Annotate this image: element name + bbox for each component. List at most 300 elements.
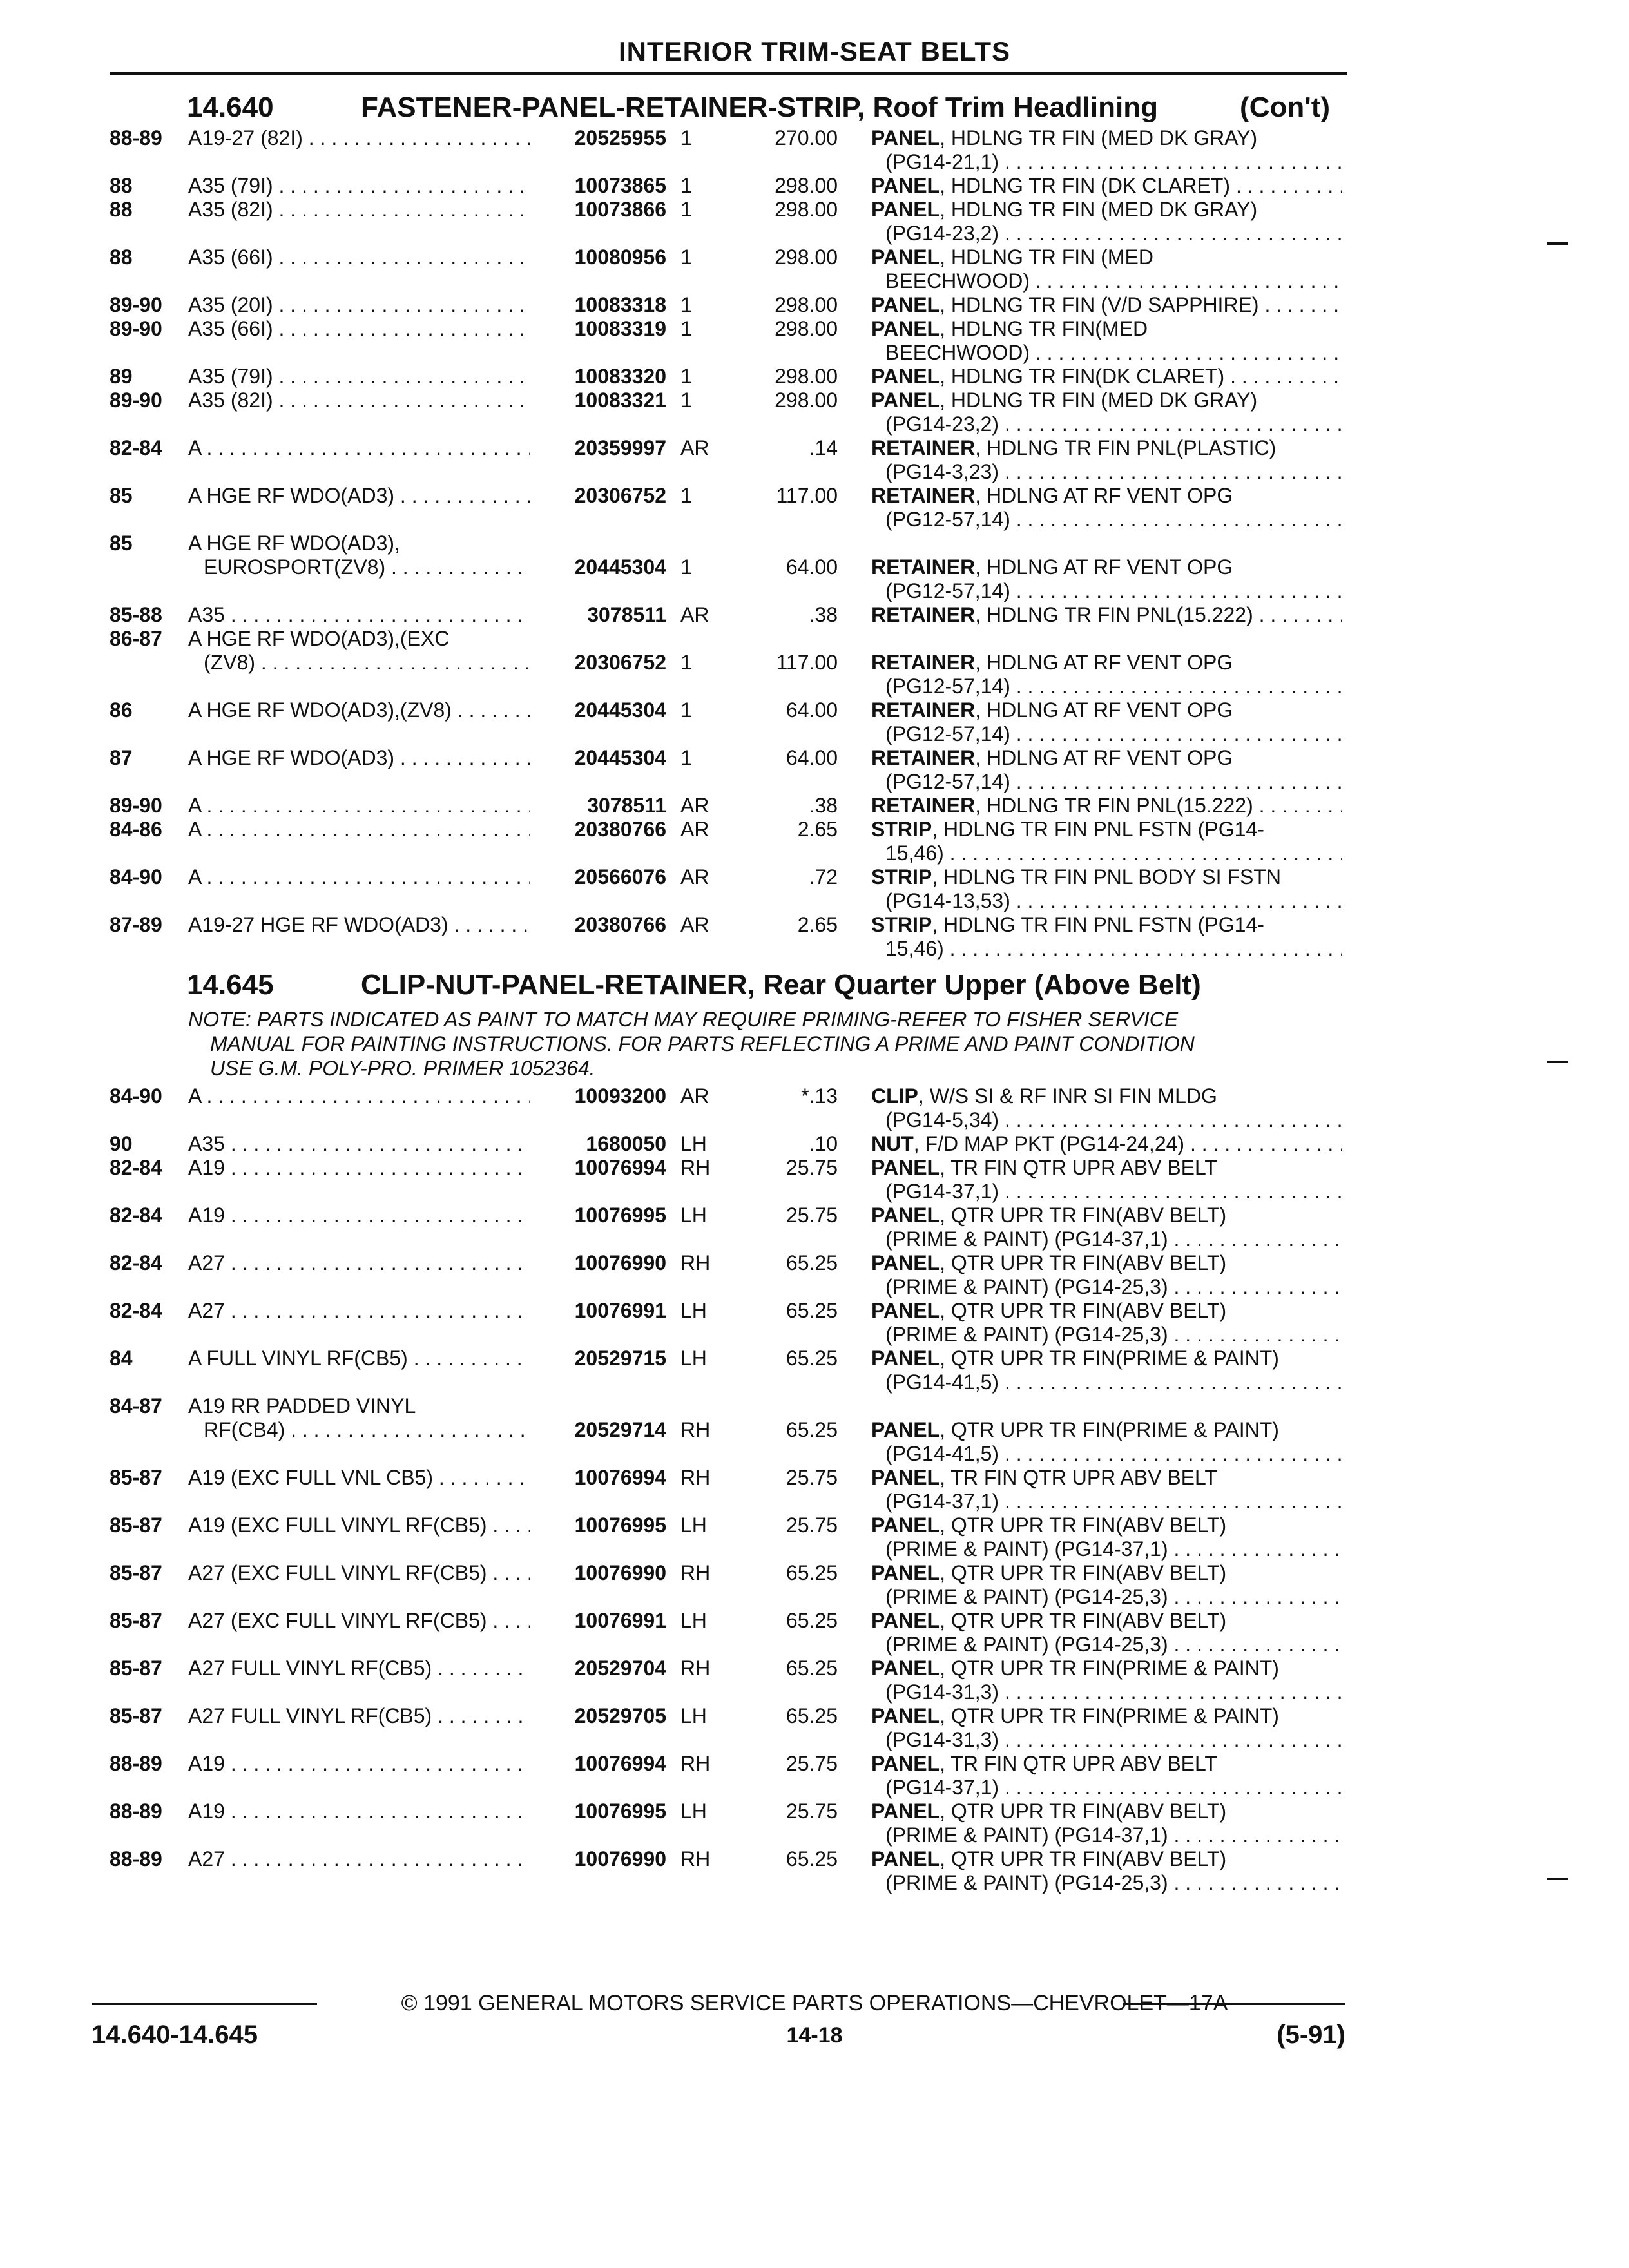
part-number: 20445304 <box>574 698 666 722</box>
model-application <box>188 746 530 770</box>
part-description <box>871 627 1342 698</box>
part-description <box>871 1466 1342 1514</box>
part-description <box>871 865 1342 913</box>
model-year: 89-90 <box>110 317 162 340</box>
description-noun: NUT <box>871 1132 914 1155</box>
model-year: 86-87 <box>110 627 162 650</box>
description-line: PANEL, HDLNG TR FIN (MED DK GRAY) <box>871 126 1258 149</box>
part-description <box>871 818 1342 865</box>
description-line: BEECHWOOD) . . . <box>871 341 1342 365</box>
description-noun: STRIP <box>871 913 932 936</box>
price: 65.25 <box>786 1347 838 1370</box>
model-year: 88-89 <box>110 1800 162 1823</box>
part-number: 10076990 <box>574 1251 666 1274</box>
model-year: 82-84 <box>110 436 162 459</box>
model-line: A35 (66I) . . . <box>188 245 530 269</box>
price: 270.00 <box>775 126 838 149</box>
quantity: 1 <box>680 365 692 388</box>
table-row <box>0 126 1629 174</box>
description-line: (PG12-57,14) . . . <box>871 675 1342 698</box>
model-line: A19 (EXC FULL VNL CB5) . . . <box>188 1466 530 1490</box>
part-number: 3078511 <box>587 794 666 817</box>
model-application <box>188 913 530 937</box>
part-number: 10076991 <box>574 1609 666 1632</box>
price: .38 <box>809 794 838 817</box>
part-description <box>871 794 1342 818</box>
page-title: INTERIOR TRIM-SEAT BELTS <box>618 36 1011 66</box>
table-row <box>0 198 1629 245</box>
price: 25.75 <box>786 1800 838 1823</box>
description-line: (PG14-31,3) . . . <box>871 1728 1342 1752</box>
description-line: PANEL, QTR UPR TR FIN(PRIME & PAINT) <box>871 1347 1279 1370</box>
part-description <box>871 1609 1342 1657</box>
model-year: 87-89 <box>110 913 162 936</box>
model-line: A27 FULL VINYL RF(CB5) . . . <box>188 1704 530 1728</box>
section-continued: (Con't) <box>1240 91 1330 123</box>
table-row <box>0 365 1629 389</box>
description-noun: RETAINER <box>871 746 976 769</box>
table-row <box>0 603 1629 627</box>
model-line: A HGE RF WDO(AD3),(ZV8) . . . <box>188 698 530 722</box>
model-line: A FULL VINYL RF(CB5) . . . <box>188 1347 530 1370</box>
table-row <box>0 1561 1629 1609</box>
model-application <box>188 1394 530 1442</box>
part-description <box>871 1204 1342 1251</box>
description-line: PANEL, HDLNG TR FIN (DK CLARET) . . . <box>871 174 1342 198</box>
quantity: AR <box>680 818 709 841</box>
part-number: 20359997 <box>574 436 666 459</box>
description-noun: RETAINER <box>871 603 976 626</box>
price: .72 <box>809 865 838 889</box>
model-year: 85-87 <box>110 1466 162 1489</box>
note-line: USE G.M. POLY-PRO. PRIMER 1052364. <box>210 1057 595 1080</box>
table-row <box>0 389 1629 436</box>
description-line: PANEL, TR FIN QTR UPR ABV BELT <box>871 1466 1217 1489</box>
model-application <box>188 1156 530 1180</box>
note-line: NOTE: PARTS INDICATED AS PAINT TO MATCH MAY REQUIRE PRIMING-REFER TO FISHER SERVICE <box>188 1008 1179 1031</box>
description-line: RETAINER, HDLNG TR FIN PNL(PLASTIC) <box>871 436 1277 459</box>
description-line: (PG14-31,3) . . . <box>871 1680 1342 1704</box>
part-number: 10076991 <box>574 1299 666 1322</box>
part-description <box>871 1347 1342 1394</box>
description-line: (PG14-41,5) . . . <box>871 1442 1342 1466</box>
quantity: RH <box>680 1418 711 1441</box>
quantity: LH <box>680 1299 707 1322</box>
description-noun: RETAINER <box>871 651 976 674</box>
part-number: 10093200 <box>574 1084 666 1108</box>
price: 65.25 <box>786 1418 838 1441</box>
description-line: PANEL, TR FIN QTR UPR ABV BELT <box>871 1752 1217 1775</box>
part-description <box>871 1132 1342 1156</box>
price: 2.65 <box>797 818 838 841</box>
price: 298.00 <box>775 389 838 412</box>
description-line: PANEL, QTR UPR TR FIN(ABV BELT) <box>871 1251 1227 1274</box>
table-row <box>0 1847 1629 1895</box>
quantity: 1 <box>680 389 692 412</box>
quantity: LH <box>680 1204 707 1227</box>
model-year: 84-87 <box>110 1394 162 1418</box>
description-noun: PANEL <box>871 317 940 340</box>
model-year: 85-87 <box>110 1561 162 1584</box>
part-number: 20529715 <box>574 1347 666 1370</box>
model-year: 84-90 <box>110 1084 162 1108</box>
description-line: PANEL, QTR UPR TR FIN(ABV BELT) <box>871 1847 1227 1870</box>
model-year: 88-89 <box>110 126 162 149</box>
description-line: PANEL, HDLNG TR FIN (MED DK GRAY) <box>871 389 1258 412</box>
part-description <box>871 1657 1342 1704</box>
description-noun: PANEL <box>871 174 940 197</box>
section-number: 14.645 <box>187 969 274 1001</box>
section-heading-14640 <box>187 91 1353 124</box>
model-application <box>188 818 530 841</box>
quantity: AR <box>680 913 709 936</box>
part-number: 10076994 <box>574 1156 666 1179</box>
part-description <box>871 365 1342 389</box>
description-noun: PANEL <box>871 1251 940 1274</box>
model-line: A27 . . . <box>188 1299 530 1323</box>
model-application <box>188 1561 530 1585</box>
price: 25.75 <box>786 1156 838 1179</box>
description-line <box>871 1394 1342 1418</box>
quantity: RH <box>680 1156 711 1179</box>
price: 298.00 <box>775 245 838 269</box>
model-line: A27 . . . <box>188 1251 530 1275</box>
quantity: RH <box>680 1561 711 1584</box>
description-noun: RETAINER <box>871 698 976 722</box>
description-line: PANEL, HDLNG TR FIN(DK CLARET) . . . <box>871 365 1342 389</box>
description-line: PANEL, QTR UPR TR FIN(ABV BELT) <box>871 1800 1227 1823</box>
model-line: A35 (66I) . . . <box>188 317 530 341</box>
part-description <box>871 1704 1342 1752</box>
part-number: 20445304 <box>574 746 666 769</box>
part-description <box>871 317 1342 365</box>
quantity: AR <box>680 1084 709 1108</box>
price: *.13 <box>801 1084 838 1108</box>
part-description <box>871 1514 1342 1561</box>
description-line: (PRIME & PAINT) (PG14-25,3) . . . <box>871 1323 1342 1347</box>
model-line: A . . . <box>188 865 530 889</box>
quantity: 1 <box>680 174 692 197</box>
description-line: (PG14-23,2) . . . <box>871 222 1342 245</box>
description-noun: PANEL <box>871 1418 940 1441</box>
part-number: 20529704 <box>574 1657 666 1680</box>
model-line: A27 . . . <box>188 1847 530 1871</box>
description-line: (PG14-23,2) . . . <box>871 412 1342 436</box>
model-application <box>188 603 530 627</box>
price: 65.25 <box>786 1299 838 1322</box>
description-noun: PANEL <box>871 1704 940 1727</box>
description-line: PANEL, QTR UPR TR FIN(ABV BELT) <box>871 1514 1227 1537</box>
price: 25.75 <box>786 1466 838 1489</box>
section-title: CLIP-NUT-PANEL-RETAINER, Rear Quarter Upper (Above Belt) <box>361 969 1201 1001</box>
description-line: (PG14-37,1) . . . <box>871 1490 1342 1514</box>
model-application <box>188 1084 530 1108</box>
model-line: A HGE RF WDO(AD3), <box>188 532 400 555</box>
price: 25.75 <box>786 1204 838 1227</box>
quantity: 1 <box>680 198 692 221</box>
model-year: 88 <box>110 245 133 269</box>
part-number: 10076994 <box>574 1752 666 1775</box>
part-description <box>871 1251 1342 1299</box>
description-noun: PANEL <box>871 1347 940 1370</box>
description-line: PANEL, HDLNG TR FIN(MED <box>871 317 1148 340</box>
part-description <box>871 1299 1342 1347</box>
model-line: A19 . . . <box>188 1752 530 1776</box>
model-line: A HGE RF WDO(AD3) . . . <box>188 746 530 770</box>
description-line: NUT, F/D MAP PKT (PG14-24,24) . . . <box>871 1132 1342 1156</box>
table-row <box>0 698 1629 746</box>
part-description <box>871 1561 1342 1609</box>
quantity: RH <box>680 1847 711 1870</box>
part-description <box>871 245 1342 293</box>
model-application <box>188 1251 530 1275</box>
part-number: 1680050 <box>586 1132 666 1155</box>
part-number: 10080956 <box>574 245 666 269</box>
price: 65.25 <box>786 1657 838 1680</box>
description-line: PANEL, QTR UPR TR FIN(PRIME & PAINT) <box>871 1657 1279 1680</box>
model-application <box>188 1204 530 1227</box>
description-line: PANEL, QTR UPR TR FIN(PRIME & PAINT) <box>871 1704 1279 1727</box>
price: .38 <box>809 603 838 626</box>
model-year: 85-87 <box>110 1514 162 1537</box>
price: 65.25 <box>786 1704 838 1727</box>
model-application <box>188 317 530 341</box>
description-line <box>871 627 1342 651</box>
table-row <box>0 746 1629 794</box>
part-number: 10076990 <box>574 1847 666 1870</box>
part-number: 20306752 <box>574 651 666 674</box>
quantity: 1 <box>680 293 692 316</box>
description-line: PANEL, QTR UPR TR FIN(ABV BELT) <box>871 1299 1227 1322</box>
part-number: 10076995 <box>574 1204 666 1227</box>
model-application <box>188 174 530 198</box>
quantity: AR <box>680 436 709 459</box>
part-number: 10076995 <box>574 1800 666 1823</box>
model-line: A27 (EXC FULL VINYL RF(CB5) . . . <box>188 1609 530 1633</box>
table-row <box>0 1299 1629 1347</box>
price: 25.75 <box>786 1752 838 1775</box>
model-line: A HGE RF WDO(AD3),(EXC <box>188 627 450 650</box>
price: 298.00 <box>775 365 838 388</box>
model-application <box>188 1299 530 1323</box>
model-application <box>188 1657 530 1680</box>
description-noun: PANEL <box>871 1204 940 1227</box>
description-line: RETAINER, HDLNG AT RF VENT OPG <box>871 651 1233 674</box>
part-number: 10083319 <box>574 317 666 340</box>
description-line: STRIP, HDLNG TR FIN PNL BODY SI FSTN <box>871 865 1281 889</box>
part-number: 3078511 <box>587 603 666 626</box>
description-noun: PANEL <box>871 126 940 149</box>
description-line: (PG14-37,1) . . . <box>871 1776 1342 1800</box>
model-application <box>188 1609 530 1633</box>
model-application <box>188 1752 530 1776</box>
part-number: 20445304 <box>574 555 666 579</box>
part-description <box>871 174 1342 198</box>
quantity: RH <box>680 1251 711 1274</box>
model-line: A35 (79I) . . . <box>188 365 530 389</box>
description-noun: PANEL <box>871 1800 940 1823</box>
model-application <box>188 1466 530 1490</box>
description-line: BEECHWOOD) . . . <box>871 269 1342 293</box>
model-application <box>188 794 530 818</box>
part-number: 20529705 <box>574 1704 666 1727</box>
model-year: 85-87 <box>110 1657 162 1680</box>
part-description <box>871 1847 1342 1895</box>
model-application <box>188 293 530 317</box>
footer-copyright: © 1991 GENERAL MOTORS SERVICE PARTS OPERATIONS—CHEVROLET—17A <box>401 1991 1228 2015</box>
description-noun: PANEL <box>871 1299 940 1322</box>
quantity: AR <box>680 865 709 889</box>
table-row <box>0 627 1629 698</box>
quantity: 1 <box>680 698 692 722</box>
part-number: 10076994 <box>574 1466 666 1489</box>
description-line: PANEL, HDLNG TR FIN (V/D SAPPHIRE) . . . <box>871 293 1342 317</box>
description-noun: STRIP <box>871 865 932 889</box>
model-application <box>188 436 530 460</box>
model-application <box>188 126 530 150</box>
description-line: STRIP, HDLNG TR FIN PNL FSTN (PG14- <box>871 818 1264 841</box>
model-line: A35 (82I) . . . <box>188 389 530 412</box>
table-row <box>0 794 1629 818</box>
model-line: A27 FULL VINYL RF(CB5) . . . <box>188 1657 530 1680</box>
description-noun: RETAINER <box>871 794 976 817</box>
description-line: RETAINER, HDLNG TR FIN PNL(15.222) . . . <box>871 603 1342 627</box>
model-application <box>188 1132 530 1156</box>
model-line: A19 (EXC FULL VINYL RF(CB5) . . . <box>188 1514 530 1537</box>
footer-date: (5-91) <box>1277 2021 1345 2049</box>
table-row <box>0 1347 1629 1394</box>
model-year: 82-84 <box>110 1299 162 1322</box>
model-application <box>188 1704 530 1728</box>
description-noun: PANEL <box>871 1657 940 1680</box>
model-year: 88 <box>110 198 133 221</box>
description-line: PANEL, HDLNG TR FIN (MED DK GRAY) <box>871 198 1258 221</box>
quantity: 1 <box>680 245 692 269</box>
quantity: 1 <box>680 126 692 149</box>
model-line: A19 . . . <box>188 1204 530 1227</box>
part-number: 10083318 <box>574 293 666 316</box>
description-noun: RETAINER <box>871 555 976 579</box>
description-line: (PRIME & PAINT) (PG14-37,1) . . . <box>871 1823 1342 1847</box>
part-description <box>871 1800 1342 1847</box>
model-line: A35 (20I) . . . <box>188 293 530 317</box>
description-line: (PRIME & PAINT) (PG14-25,3) . . . <box>871 1871 1342 1895</box>
price: 298.00 <box>775 317 838 340</box>
description-line: (PG12-57,14) . . . <box>871 579 1342 603</box>
description-line: RETAINER, HDLNG AT RF VENT OPG <box>871 555 1233 579</box>
model-year: 86 <box>110 698 133 722</box>
model-line: RF(CB4) . . . <box>188 1418 530 1442</box>
price: 25.75 <box>786 1514 838 1537</box>
part-number: 10076990 <box>574 1561 666 1584</box>
table-row <box>0 1800 1629 1847</box>
model-year: 85-87 <box>110 1609 162 1632</box>
model-year: 84-90 <box>110 865 162 889</box>
part-number: 10083321 <box>574 389 666 412</box>
quantity: AR <box>680 794 709 817</box>
quantity: 1 <box>680 746 692 769</box>
table-row <box>0 1657 1629 1704</box>
model-year: 82-84 <box>110 1156 162 1179</box>
model-line: A19 . . . <box>188 1156 530 1180</box>
description-line: (PG14-13,53) . . . <box>871 889 1342 913</box>
model-line: A35 . . . <box>188 1132 530 1156</box>
part-number: 20306752 <box>574 484 666 507</box>
description-line: RETAINER, HDLNG AT RF VENT OPG <box>871 484 1233 507</box>
price: 64.00 <box>786 746 838 769</box>
model-application <box>188 198 530 222</box>
model-year: 89 <box>110 365 133 388</box>
table-row <box>0 1752 1629 1800</box>
title-rule <box>110 72 1347 75</box>
price: 298.00 <box>775 198 838 221</box>
paint-note <box>188 1007 1348 1081</box>
model-line: A . . . <box>188 1084 530 1108</box>
section-heading-14645 <box>187 969 1353 1001</box>
model-year: 85 <box>110 532 133 555</box>
model-year: 85-88 <box>110 603 162 626</box>
price: 117.00 <box>776 484 838 507</box>
description-line: (PG14-37,1) . . . <box>871 1180 1342 1204</box>
section-number: 14.640 <box>187 91 274 123</box>
part-number: 20380766 <box>574 913 666 936</box>
price: 65.25 <box>786 1561 838 1584</box>
description-line: (PRIME & PAINT) (PG14-37,1) . . . <box>871 1227 1342 1251</box>
model-year: 89-90 <box>110 293 162 316</box>
description-noun: PANEL <box>871 245 940 269</box>
table-row <box>0 1204 1629 1251</box>
price: 298.00 <box>775 293 838 316</box>
model-line: A19 . . . <box>188 1800 530 1823</box>
description-line: PANEL, HDLNG TR FIN (MED <box>871 245 1153 269</box>
edge-mark <box>1547 1878 1568 1880</box>
part-description <box>871 1394 1342 1466</box>
part-number: 20529714 <box>574 1418 666 1441</box>
table-row <box>0 293 1629 317</box>
part-description <box>871 1084 1342 1132</box>
description-line: (PRIME & PAINT) (PG14-25,3) . . . <box>871 1585 1342 1609</box>
price: 2.65 <box>797 913 838 936</box>
model-year: 84 <box>110 1347 133 1370</box>
model-application <box>188 865 530 889</box>
description-line: (PG14-41,5) . . . <box>871 1370 1342 1394</box>
part-description <box>871 198 1342 245</box>
description-noun: PANEL <box>871 1752 940 1775</box>
table-row <box>0 1466 1629 1514</box>
description-noun: PANEL <box>871 1847 940 1870</box>
model-year: 87 <box>110 746 133 769</box>
description-noun: PANEL <box>871 198 940 221</box>
quantity: LH <box>680 1609 707 1632</box>
description-line: 15,46) . . . <box>871 841 1342 865</box>
model-year: 82-84 <box>110 1204 162 1227</box>
description-line: RETAINER, HDLNG AT RF VENT OPG <box>871 746 1233 769</box>
description-noun: PANEL <box>871 389 940 412</box>
quantity: 1 <box>680 484 692 507</box>
part-number: 10073866 <box>574 198 666 221</box>
model-year: 85-87 <box>110 1704 162 1727</box>
price: 64.00 <box>786 555 838 579</box>
model-application <box>188 1847 530 1871</box>
quantity: RH <box>680 1657 711 1680</box>
quantity: LH <box>680 1347 707 1370</box>
description-line: PANEL, QTR UPR TR FIN(PRIME & PAINT) <box>871 1418 1279 1441</box>
quantity: 1 <box>680 555 692 579</box>
description-line: 15,46) . . . <box>871 937 1342 961</box>
edge-mark <box>1547 1061 1568 1063</box>
part-description <box>871 746 1342 794</box>
description-noun: PANEL <box>871 1609 940 1632</box>
